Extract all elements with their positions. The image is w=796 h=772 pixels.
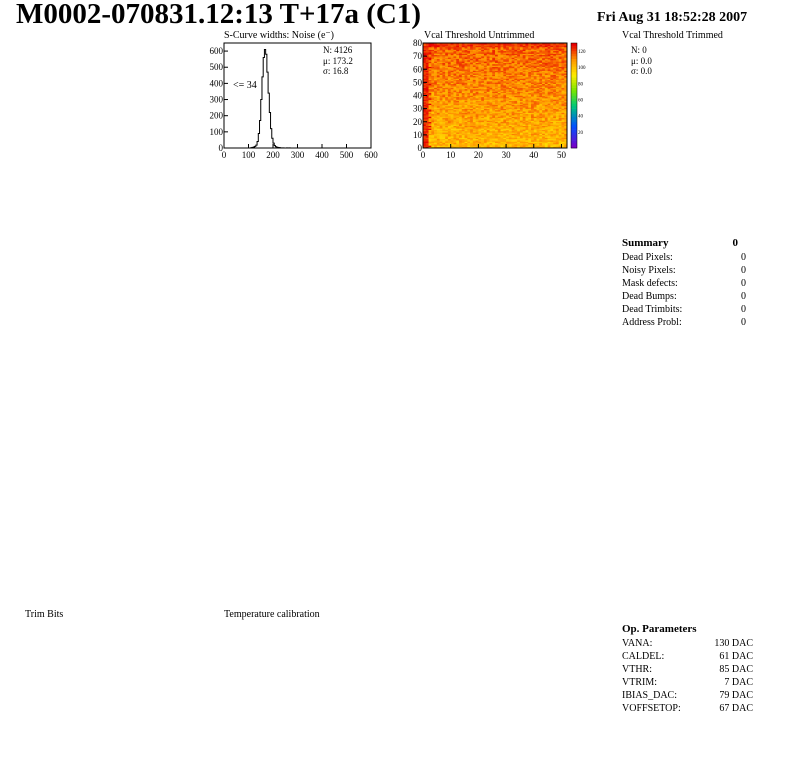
palette-swatch	[571, 64, 577, 67]
op-param-label: VOFFSETOP:	[622, 703, 681, 714]
op-param-label: VTHR:	[622, 664, 652, 675]
palette-swatch	[571, 75, 577, 78]
trimmed-stat-mean: μ: 0.0	[631, 56, 652, 66]
trimmed-stat-n: N: 0	[631, 45, 647, 55]
palette-swatch	[571, 103, 577, 106]
summary-value: 0	[741, 304, 746, 315]
temperature-calibration-title: Temperature calibration	[224, 609, 320, 620]
noise-x-tick-label: 0	[221, 150, 227, 160]
op-param-value: 130 DAC	[714, 638, 753, 649]
heatmap-y-tick-label: 30	[413, 103, 422, 114]
palette-tick-label: 80	[578, 82, 583, 88]
palette-swatch	[571, 90, 577, 93]
op-param-label: VTRIM:	[622, 677, 657, 688]
heatmap-x-tick-label: 10	[446, 150, 456, 160]
op-parameters-heading: Op. Parameters	[622, 623, 697, 635]
summary-label: Dead Bumps:	[622, 291, 677, 302]
op-param-value: 61 DAC	[719, 651, 753, 662]
heatmap-y-tick-label: 50	[413, 77, 422, 88]
noise-y-tick-label: 100	[209, 126, 223, 137]
palette-swatch	[571, 138, 577, 141]
summary-label: Noisy Pixels:	[622, 265, 676, 276]
palette-swatch	[571, 54, 577, 57]
palette-swatch	[571, 143, 577, 146]
summary-header	[622, 235, 746, 251]
summary-value: 0	[741, 265, 746, 276]
palette-tick-label: 120	[578, 50, 586, 56]
palette-swatch	[571, 61, 577, 64]
op-param-row	[622, 689, 753, 702]
noise-annotation: <= 34	[233, 80, 257, 91]
summary-row	[622, 303, 746, 316]
op-param-value: 7 DAC	[724, 677, 753, 688]
page-title: M0002-070831.12:13 T+17a (C1)	[16, 0, 422, 30]
op-param-row	[622, 637, 753, 650]
palette-swatch	[571, 111, 577, 114]
palette-swatch	[571, 69, 577, 72]
noise-y-tick-label: 500	[209, 62, 223, 73]
noise-y-ticks	[210, 46, 229, 153]
heatmap-y-tick-label: 20	[413, 116, 422, 127]
summary-value: 0	[741, 317, 746, 328]
summary-table	[622, 235, 746, 329]
palette-tick-label: 60	[578, 98, 583, 104]
summary-label: Address Probl:	[622, 317, 682, 328]
noise-stat-sigma: σ: 16.8	[323, 66, 349, 76]
op-param-label: IBIAS_DAC:	[622, 690, 678, 701]
summary-label: Dead Trimbits:	[622, 304, 683, 315]
palette-swatch	[571, 106, 577, 109]
op-param-row	[622, 650, 753, 663]
trimmed-stat-sigma: σ: 0.0	[631, 66, 652, 76]
heatmap-y-tick-label: 10	[413, 129, 422, 140]
palette-swatch	[571, 101, 577, 104]
op-param-row	[622, 702, 753, 715]
palette-tick-label: 20	[578, 130, 583, 136]
heatmap-color-palette	[571, 43, 586, 148]
noise-x-tick-label: 500	[339, 150, 354, 160]
noise-stat-mean: μ: 173.2	[323, 56, 353, 66]
op-param-label: CALDEL:	[622, 651, 665, 662]
noise-y-tick-label: 400	[209, 78, 223, 89]
op-param-row	[622, 676, 753, 689]
palette-swatch	[571, 82, 577, 85]
palette-swatch	[571, 114, 577, 117]
palette-swatch	[571, 51, 577, 54]
vcal-trimmed-title: Vcal Threshold Trimmed	[622, 30, 723, 41]
summary-heading: Summary	[622, 237, 669, 249]
op-param-value: 79 DAC	[719, 690, 753, 701]
palette-swatch	[571, 43, 577, 46]
heatmap-y-tick-label: 60	[413, 64, 422, 75]
palette-swatch	[571, 56, 577, 59]
heatmap-cells	[423, 43, 567, 148]
palette-swatch	[571, 135, 577, 138]
palette-swatch	[571, 88, 577, 91]
vcal-untrimmed-title: Vcal Threshold Untrimmed	[424, 30, 535, 41]
palette-swatch	[571, 109, 577, 112]
summary-row	[622, 251, 746, 264]
op-param-row	[622, 663, 753, 676]
palette-swatch	[571, 77, 577, 80]
palette-swatch	[571, 59, 577, 62]
heatmap-x-tick-label: 50	[556, 150, 566, 160]
noise-plot-title: S-Curve widths: Noise (e⁻)	[224, 30, 334, 41]
op-parameters-table	[622, 621, 753, 715]
palette-swatch	[571, 80, 577, 83]
noise-histogram-plot	[205, 40, 385, 165]
palette-swatch	[571, 46, 577, 49]
heatmap-x-tick-label: 20	[473, 150, 483, 160]
op-param-value: 67 DAC	[719, 703, 753, 714]
heatmap-y-tick-label: 70	[413, 51, 422, 62]
noise-y-tick-label: 0	[218, 143, 223, 153]
summary-total: 0	[732, 237, 738, 249]
noise-y-tick-label: 300	[209, 94, 223, 105]
palette-swatch	[571, 93, 577, 96]
noise-y-tick-label: 600	[209, 46, 223, 57]
noise-histogram-line	[251, 49, 291, 148]
palette-swatch	[571, 124, 577, 127]
summary-label: Dead Pixels:	[622, 252, 673, 263]
summary-label: Mask defects:	[622, 278, 678, 289]
heatmap-y-tick-label: 40	[413, 90, 422, 101]
trim-bits-title: Trim Bits	[25, 609, 64, 620]
heatmap-x-tick-label: 0	[420, 150, 426, 160]
noise-x-ticks	[222, 144, 379, 160]
palette-swatch	[571, 48, 577, 51]
summary-value: 0	[741, 278, 746, 289]
vcal-untrimmed-heatmap	[405, 38, 590, 163]
palette-swatch	[571, 119, 577, 122]
heatmap-y-tick-label: 0	[417, 143, 422, 153]
noise-x-tick-label: 400	[315, 150, 329, 160]
palette-swatch	[571, 67, 577, 70]
noise-x-tick-label: 200	[266, 150, 280, 160]
summary-row	[622, 264, 746, 277]
palette-swatch	[571, 122, 577, 125]
heatmap-y-tick-label: 80	[413, 38, 422, 48]
palette-swatch	[571, 140, 577, 143]
palette-swatch	[571, 130, 577, 133]
heatmap-x-tick-label: 30	[501, 150, 511, 160]
op-param-value: 85 DAC	[719, 664, 753, 675]
summary-row	[622, 316, 746, 329]
summary-value: 0	[741, 252, 746, 263]
palette-swatch	[571, 117, 577, 120]
palette-swatch	[571, 127, 577, 130]
summary-value: 0	[741, 291, 746, 302]
noise-x-tick-label: 300	[290, 150, 305, 160]
palette-swatch	[571, 96, 577, 99]
palette-tick-label: 100	[578, 66, 586, 72]
palette-tick-label: 40	[578, 114, 583, 120]
noise-x-tick-label: 600	[364, 150, 378, 160]
palette-swatch	[571, 98, 577, 101]
palette-swatch	[571, 132, 577, 135]
summary-row	[622, 277, 746, 290]
palette-swatch	[571, 85, 577, 88]
noise-x-tick-label: 100	[241, 150, 256, 160]
noise-y-tick-label: 200	[209, 110, 223, 121]
heatmap-x-tick-label: 40	[529, 150, 539, 160]
summary-row	[622, 290, 746, 303]
noise-stat-n: N: 4126	[323, 45, 353, 55]
op-param-label: VANA:	[622, 638, 653, 649]
palette-swatch	[571, 72, 577, 75]
timestamp: Fri Aug 31 18:52:28 2007	[597, 10, 748, 25]
